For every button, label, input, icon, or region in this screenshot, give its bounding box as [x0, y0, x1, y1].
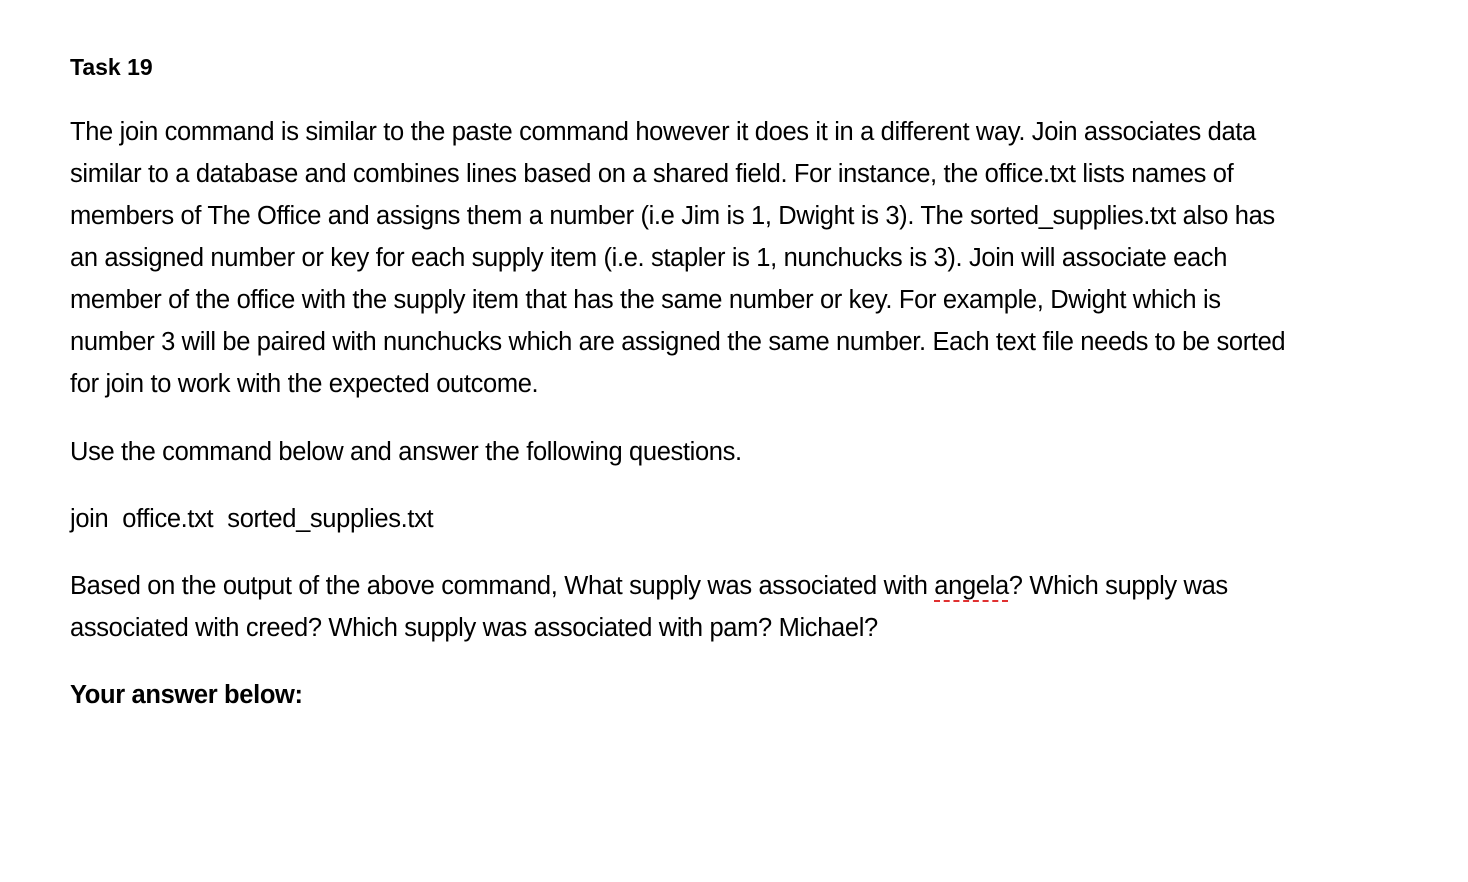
question-line-2: associated with creed? Which supply was associated with pam? Michael? [70, 614, 878, 642]
command-program: join [70, 505, 109, 533]
command-file2: sorted_supplies.txt [227, 505, 434, 533]
intro-line: similar to a database and combines lines based on a shared field. For instance, the office.txt lists names of [70, 160, 1234, 188]
spellcheck-flagged-word[interactable]: angela [934, 572, 1009, 600]
intro-paragraph [70, 111, 1285, 405]
question-paragraph [70, 565, 1228, 649]
intro-line: The join command is similar to the paste command however it does it in a different way. Join associates data [70, 118, 1256, 146]
intro-line: an assigned number or key for each supply item (i.e. stapler is 1, nunchucks is 3). Join will associate each [70, 244, 1228, 272]
intro-line: number 3 will be paired with nunchucks which are assigned the same number. Each text file needs to be sorted [70, 328, 1286, 356]
intro-line: for join to work with the expected outcome. [70, 370, 539, 398]
question-text: Based on the output of the above command, What supply was associated with [70, 572, 935, 600]
command-file1: office.txt [122, 505, 214, 533]
intro-line: members of The Office and assigns them a number (i.e Jim is 1, Dwight is 3). The sorted_supplies.txt also has [70, 202, 1275, 230]
question-line-1 [70, 565, 1228, 607]
question-text: ? Which supply was [1008, 572, 1228, 600]
answer-prompt: Your answer below: [70, 681, 303, 709]
instruction-text: Use the command below and answer the following questions. [70, 438, 742, 466]
command-line [70, 498, 433, 540]
intro-line: member of the office with the supply item that has the same number or key. For example, Dwight which is [70, 286, 1221, 314]
task-title: Task 19 [70, 54, 153, 80]
